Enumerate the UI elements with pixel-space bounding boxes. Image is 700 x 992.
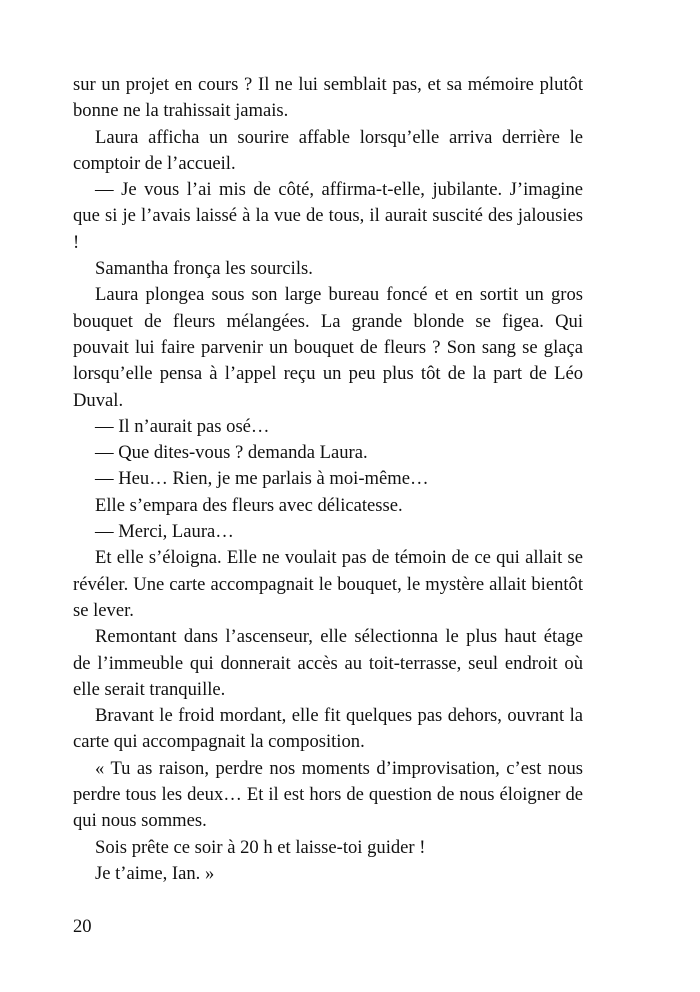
dialogue-line: — Que dites-vous ? demanda Laura. <box>95 442 368 464</box>
paragraph: Bravant le froid mordant, elle fit quelques pas dehors, ouvrant la carte qui accompagnait la composition. <box>73 705 583 753</box>
paragraph: Laura afficha un sourire affable lorsqu’elle arriva derrière le comptoir de l’accueil. <box>73 126 583 174</box>
paragraph: Laura plongea sous son large bureau foncé et en sortit un gros bouquet de fleurs mélangées. La grande blonde se figea. Qui pouvait lui faire parvenir un bouquet de fleurs ? Son sang se glaça lorsqu’elle pensa à l’appel reçu un peu plus tôt de la part de Léo Duval. <box>73 284 583 411</box>
card-message: « Tu as raison, perdre nos moments d’improvisation, c’est nous perdre tous les deux… Et il est hors de question de nous éloigner de qui nous sommes. <box>73 757 583 832</box>
paragraph: Remontant dans l’ascenseur, elle sélectionna le plus haut étage de l’immeuble qui donnerait accès au toit-terrasse, seul endroit où elle serait tranquille. <box>73 626 583 700</box>
dialogue-line: — Heu… Rien, je me parlais à moi-même… <box>95 468 429 490</box>
card-signature: Je t’aime, Ian. » <box>95 862 215 884</box>
paragraph: Et elle s’éloigna. Elle ne voulait pas de témoin de ce qui allait se révéler. Une carte accompagnait le bouquet, le mystère allait bientôt se lever. <box>73 547 583 621</box>
paragraph: sur un projet en cours ? Il ne lui semblait pas, et sa mémoire plutôt bonne ne la trahissait jamais. <box>73 74 583 122</box>
paragraph: — Je vous l’ai mis de côté, affirma-t-elle, jubilante. J’imagine que si je l’avais laissé à la vue de tous, il aurait suscité des jalousies ! <box>73 179 583 253</box>
card-message: Sois prête ce soir à 20 h et laisse-toi guider ! <box>95 836 426 858</box>
dialogue-line: — Merci, Laura… <box>95 521 234 543</box>
paragraph: Samantha fronça les sourcils. <box>95 258 313 280</box>
paragraph: Elle s’empara des fleurs avec délicatesse. <box>95 494 403 516</box>
dialogue-line: — Il n’aurait pas osé… <box>95 415 270 437</box>
page-body <box>73 72 583 887</box>
page-number: 20 <box>73 916 92 937</box>
